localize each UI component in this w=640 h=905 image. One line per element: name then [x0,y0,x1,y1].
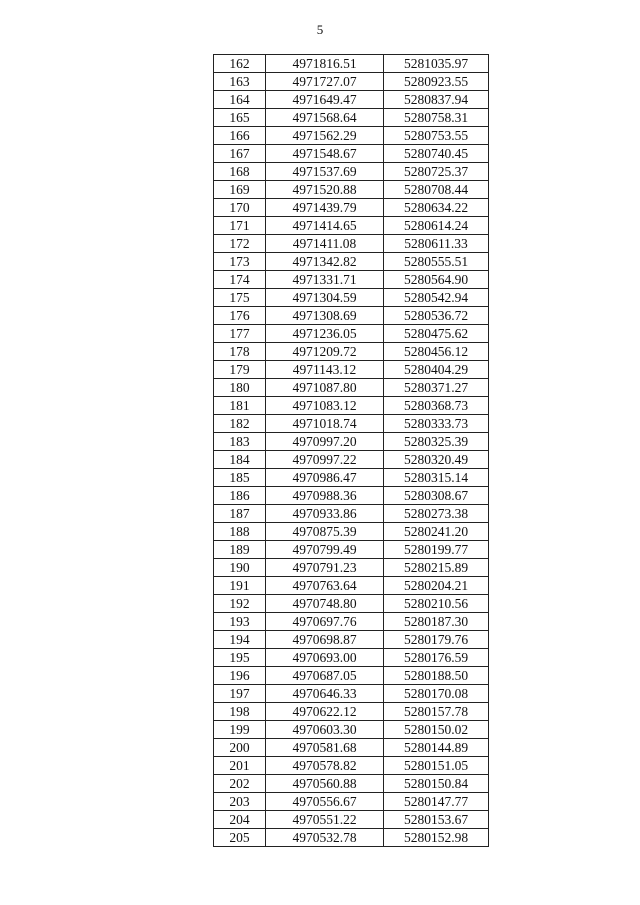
y-coordinate-cell: 5280204.21 [384,577,489,595]
y-coordinate-cell: 5280153.67 [384,811,489,829]
point-number-cell: 162 [214,55,266,73]
y-coordinate-cell: 5280170.08 [384,685,489,703]
y-coordinate-cell: 5280542.94 [384,289,489,307]
y-coordinate-cell: 5280210.56 [384,595,489,613]
x-coordinate-cell: 4970551.22 [266,811,384,829]
table-row [214,181,489,199]
x-coordinate-cell: 4970748.80 [266,595,384,613]
x-coordinate-cell: 4971087.80 [266,379,384,397]
table-row [214,523,489,541]
y-coordinate-cell: 5280144.89 [384,739,489,757]
y-coordinate-cell: 5280837.94 [384,91,489,109]
table-row [214,109,489,127]
x-coordinate-cell: 4971209.72 [266,343,384,361]
table-row [214,397,489,415]
table-row [214,343,489,361]
table-row [214,163,489,181]
table-row [214,253,489,271]
y-coordinate-cell: 5280325.39 [384,433,489,451]
y-coordinate-cell: 5281035.97 [384,55,489,73]
page-number: 5 [316,22,324,37]
point-number-cell: 172 [214,235,266,253]
y-coordinate-cell: 5280199.77 [384,541,489,559]
point-number-cell: 188 [214,523,266,541]
table-row [214,235,489,253]
table-row [214,541,489,559]
x-coordinate-cell: 4971649.47 [266,91,384,109]
table-row [214,433,489,451]
point-number-cell: 190 [214,559,266,577]
point-number-cell: 189 [214,541,266,559]
point-number-cell: 185 [214,469,266,487]
y-coordinate-cell: 5280151.05 [384,757,489,775]
point-number-cell: 204 [214,811,266,829]
x-coordinate-cell: 4971562.29 [266,127,384,145]
x-coordinate-cell: 4970791.23 [266,559,384,577]
y-coordinate-cell: 5280147.77 [384,793,489,811]
x-coordinate-cell: 4971018.74 [266,415,384,433]
table-row [214,775,489,793]
y-coordinate-cell: 5280555.51 [384,253,489,271]
x-coordinate-cell: 4970556.67 [266,793,384,811]
table-row [214,811,489,829]
x-coordinate-cell: 4971143.12 [266,361,384,379]
x-coordinate-cell: 4971537.69 [266,163,384,181]
y-coordinate-cell: 5280152.98 [384,829,489,847]
y-coordinate-cell: 5280368.73 [384,397,489,415]
x-coordinate-cell: 4971411.08 [266,235,384,253]
table-row [214,793,489,811]
x-coordinate-cell: 4970581.68 [266,739,384,757]
x-coordinate-cell: 4970532.78 [266,829,384,847]
y-coordinate-cell: 5280404.29 [384,361,489,379]
table-row [214,145,489,163]
y-coordinate-cell: 5280320.49 [384,451,489,469]
point-number-cell: 173 [214,253,266,271]
x-coordinate-cell: 4971520.88 [266,181,384,199]
x-coordinate-cell: 4971727.07 [266,73,384,91]
x-coordinate-cell: 4971342.82 [266,253,384,271]
table-row [214,487,489,505]
y-coordinate-cell: 5280725.37 [384,163,489,181]
point-number-cell: 184 [214,451,266,469]
coordinates-table-body [214,55,489,847]
x-coordinate-cell: 4971304.59 [266,289,384,307]
table-row [214,325,489,343]
y-coordinate-cell: 5280187.30 [384,613,489,631]
point-number-cell: 177 [214,325,266,343]
point-number-cell: 202 [214,775,266,793]
point-number-cell: 163 [214,73,266,91]
point-number-cell: 200 [214,739,266,757]
y-coordinate-cell: 5280456.12 [384,343,489,361]
point-number-cell: 167 [214,145,266,163]
x-coordinate-cell: 4970693.00 [266,649,384,667]
x-coordinate-cell: 4970697.76 [266,613,384,631]
point-number-cell: 187 [214,505,266,523]
y-coordinate-cell: 5280179.76 [384,631,489,649]
point-number-cell: 196 [214,667,266,685]
point-number-cell: 175 [214,289,266,307]
x-coordinate-cell: 4970799.49 [266,541,384,559]
table-row [214,649,489,667]
x-coordinate-cell: 4971308.69 [266,307,384,325]
table-row [214,757,489,775]
y-coordinate-cell: 5280708.44 [384,181,489,199]
point-number-cell: 178 [214,343,266,361]
table-row [214,379,489,397]
x-coordinate-cell: 4970687.05 [266,667,384,685]
table-row [214,199,489,217]
point-number-cell: 180 [214,379,266,397]
x-coordinate-cell: 4970763.64 [266,577,384,595]
y-coordinate-cell: 5280740.45 [384,145,489,163]
point-number-cell: 192 [214,595,266,613]
x-coordinate-cell: 4971816.51 [266,55,384,73]
x-coordinate-cell: 4971236.05 [266,325,384,343]
point-number-cell: 199 [214,721,266,739]
x-coordinate-cell: 4970646.33 [266,685,384,703]
point-number-cell: 166 [214,127,266,145]
y-coordinate-cell: 5280333.73 [384,415,489,433]
point-number-cell: 194 [214,631,266,649]
table-row [214,667,489,685]
table-row [214,829,489,847]
y-coordinate-cell: 5280150.02 [384,721,489,739]
table-row [214,703,489,721]
table-row [214,73,489,91]
x-coordinate-cell: 4971414.65 [266,217,384,235]
x-coordinate-cell: 4971439.79 [266,199,384,217]
table-row [214,613,489,631]
x-coordinate-cell: 4970698.87 [266,631,384,649]
table-row [214,415,489,433]
y-coordinate-cell: 5280315.14 [384,469,489,487]
y-coordinate-cell: 5280564.90 [384,271,489,289]
point-number-cell: 169 [214,181,266,199]
y-coordinate-cell: 5280273.38 [384,505,489,523]
table-row [214,739,489,757]
y-coordinate-cell: 5280308.67 [384,487,489,505]
y-coordinate-cell: 5280475.62 [384,325,489,343]
table-row [214,721,489,739]
x-coordinate-cell: 4970997.22 [266,451,384,469]
table-row [214,91,489,109]
y-coordinate-cell: 5280923.55 [384,73,489,91]
point-number-cell: 170 [214,199,266,217]
y-coordinate-cell: 5280371.27 [384,379,489,397]
y-coordinate-cell: 5280188.50 [384,667,489,685]
point-number-cell: 182 [214,415,266,433]
table-row [214,685,489,703]
y-coordinate-cell: 5280157.78 [384,703,489,721]
table-row [214,469,489,487]
x-coordinate-cell: 4970560.88 [266,775,384,793]
point-number-cell: 164 [214,91,266,109]
table-row [214,361,489,379]
y-coordinate-cell: 5280150.84 [384,775,489,793]
x-coordinate-cell: 4971548.67 [266,145,384,163]
point-number-cell: 193 [214,613,266,631]
coordinates-table [213,54,489,847]
table-row [214,559,489,577]
point-number-cell: 186 [214,487,266,505]
x-coordinate-cell: 4970986.47 [266,469,384,487]
point-number-cell: 195 [214,649,266,667]
table-row [214,55,489,73]
point-number-cell: 168 [214,163,266,181]
point-number-cell: 176 [214,307,266,325]
table-row [214,577,489,595]
table-row [214,505,489,523]
point-number-cell: 191 [214,577,266,595]
y-coordinate-cell: 5280758.31 [384,109,489,127]
y-coordinate-cell: 5280611.33 [384,235,489,253]
point-number-cell: 205 [214,829,266,847]
x-coordinate-cell: 4970622.12 [266,703,384,721]
x-coordinate-cell: 4970603.30 [266,721,384,739]
point-number-cell: 174 [214,271,266,289]
x-coordinate-cell: 4970988.36 [266,487,384,505]
table-row [214,451,489,469]
y-coordinate-cell: 5280634.22 [384,199,489,217]
table-row [214,631,489,649]
table-row [214,595,489,613]
y-coordinate-cell: 5280614.24 [384,217,489,235]
point-number-cell: 179 [214,361,266,379]
point-number-cell: 183 [214,433,266,451]
y-coordinate-cell: 5280215.89 [384,559,489,577]
y-coordinate-cell: 5280753.55 [384,127,489,145]
x-coordinate-cell: 4970997.20 [266,433,384,451]
x-coordinate-cell: 4970578.82 [266,757,384,775]
y-coordinate-cell: 5280536.72 [384,307,489,325]
x-coordinate-cell: 4970933.86 [266,505,384,523]
x-coordinate-cell: 4971568.64 [266,109,384,127]
point-number-cell: 201 [214,757,266,775]
x-coordinate-cell: 4971331.71 [266,271,384,289]
x-coordinate-cell: 4970875.39 [266,523,384,541]
point-number-cell: 171 [214,217,266,235]
table-row [214,289,489,307]
x-coordinate-cell: 4971083.12 [266,397,384,415]
table-row [214,307,489,325]
point-number-cell: 203 [214,793,266,811]
point-number-cell: 181 [214,397,266,415]
point-number-cell: 197 [214,685,266,703]
table-row [214,271,489,289]
point-number-cell: 198 [214,703,266,721]
table-row [214,127,489,145]
y-coordinate-cell: 5280241.20 [384,523,489,541]
point-number-cell: 165 [214,109,266,127]
y-coordinate-cell: 5280176.59 [384,649,489,667]
table-row [214,217,489,235]
